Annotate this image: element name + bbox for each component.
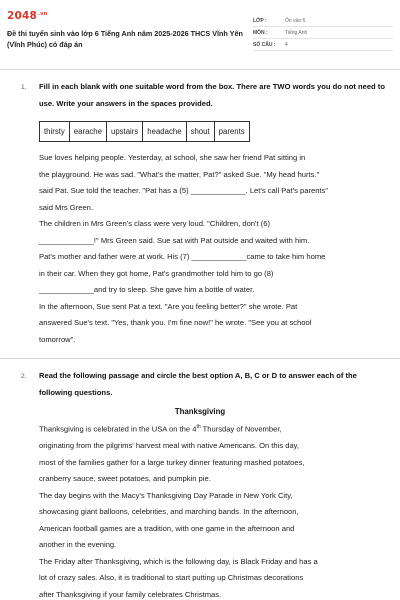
word-box bbox=[39, 121, 250, 142]
text-line: Thanksgiving is celebrated in the USA on the 4th Thursday of November, bbox=[39, 424, 282, 434]
text-line: Sue loves helping people. Yesterday, at school, she saw her friend Pat sitting in bbox=[39, 153, 306, 162]
word-box-item: upstairs bbox=[107, 122, 143, 141]
text-line: Pat's mother and father were at work. His (7) _____________came to take him home bbox=[39, 252, 326, 261]
text-line: cranberry sauce, sweet potatoes, and pumpkin pie. bbox=[39, 474, 211, 484]
question-heading: Fill in each blank with one suitable word from the box. There are TWO words you do not need to use. Write your answers in the spaces provided. bbox=[39, 82, 385, 108]
text-line: The day begins with the Macy's Thanksgiving Day Parade in New York City, bbox=[39, 490, 293, 500]
text-line: _____________!" Mrs Green said. Sue sat with Pat outside and waited with him. bbox=[39, 235, 310, 245]
text-line: The children in Mrs Green's class were very loud. "Children, don't (6) bbox=[39, 219, 270, 228]
text-line: after Thanksgiving if your family celebrates Christmas. bbox=[39, 589, 222, 599]
question-number: 1. bbox=[21, 84, 27, 91]
text-line: said Pat. Sue told the teacher. "Pat has a (5) _____________. Let's call Pat's parents" bbox=[39, 186, 329, 195]
word-box-item: headache bbox=[143, 122, 186, 141]
section-divider bbox=[0, 358, 400, 359]
text-line: tomorrow". bbox=[39, 334, 76, 344]
word-box-item: parents bbox=[218, 127, 245, 136]
text-line: in their car. When they got home, Pat's grandmother told him to go (8) bbox=[39, 268, 274, 278]
text-line: lot of crazy sales. Also, it is traditional to start putting up Christmas decorations bbox=[39, 573, 304, 583]
passage-text bbox=[39, 419, 379, 600]
text-line: showcasing giant balloons, celebrities, and marching bands. In the afternoon, bbox=[39, 507, 299, 517]
text-line: most of the families gather for a large turkey dinner featuring mashed potatoes, bbox=[39, 457, 305, 467]
text-line: answered Sue's text. "Yes, thank you. I'm fine now!" he wrote. "See you at school bbox=[39, 318, 312, 327]
document-meta bbox=[253, 15, 393, 51]
document-title: Đề thi tuyển sinh vào lớp 6 Tiếng Anh năm 2025-2026 THCS Vĩnh Yên (Vĩnh Phúc) có đáp án bbox=[7, 29, 243, 49]
word-box-item: earache bbox=[70, 122, 107, 141]
text-line: said Mrs Green. bbox=[39, 202, 94, 212]
text-line: American football games are a tradition, with one game in the afternoon and bbox=[39, 523, 295, 533]
question-number: 2. bbox=[21, 373, 27, 380]
text-line: originating from the pilgrims' harvest meal with native Americans. On this day, bbox=[39, 441, 300, 451]
meta-row-subject: MÔN : Tiếng Anh bbox=[253, 27, 393, 39]
word-box-item: thirsty bbox=[40, 122, 70, 141]
document-header bbox=[0, 0, 400, 70]
meta-row-question-count: SỐ CÂU : 4 bbox=[253, 39, 393, 51]
text-line: the playground. He was sad. "What's the matter, Pat?" asked Sue. "My head hurts." bbox=[39, 169, 320, 179]
word-box-item: shout bbox=[187, 122, 215, 141]
text-line: _____________and try to sleep. She gave him a bottle of water. bbox=[39, 285, 255, 294]
question-heading: Read the following passage and circle the best option A, B, C or D to answer each of the following questions. bbox=[39, 371, 357, 397]
text-line: In the afternoon, Sue sent Pat a text. "Are you feeling better?" she wrote. Pat bbox=[39, 301, 298, 311]
text-line: The Friday after Thanksgiving, which is the following day, is Black Friday and has a bbox=[39, 556, 318, 566]
passage-text bbox=[39, 150, 379, 348]
site-logo[interactable]: $2048^{.vn}$ bbox=[7, 10, 48, 22]
meta-row-class: LỚP : Ôn vào 6 bbox=[253, 15, 393, 27]
text-line: another in the evening. bbox=[39, 540, 117, 550]
passage-title: Thanksgiving bbox=[174, 407, 226, 416]
